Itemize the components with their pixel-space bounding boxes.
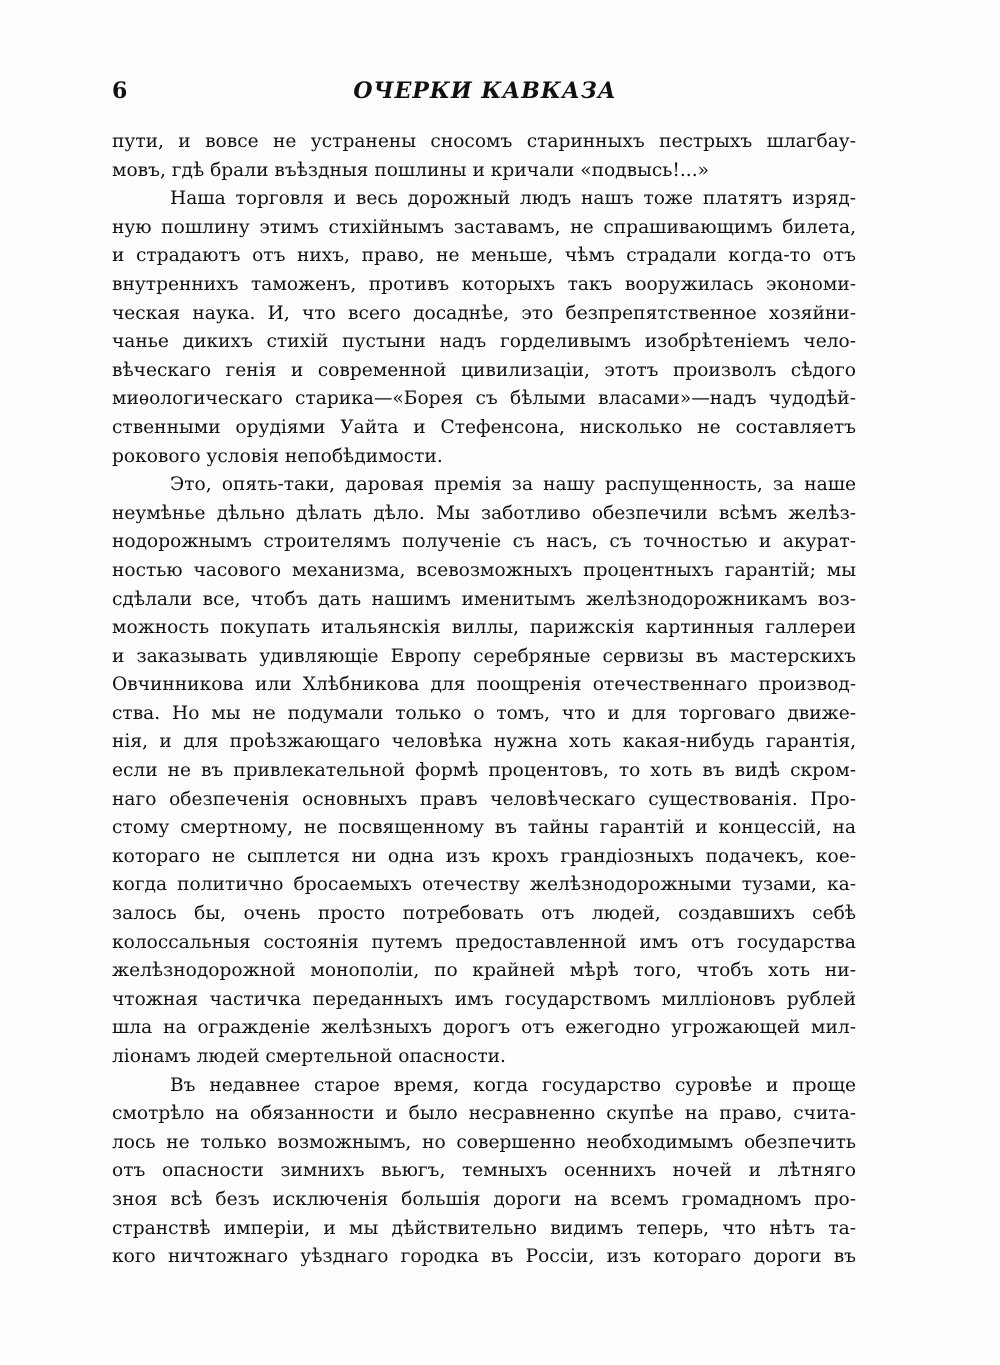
page-number: 6 bbox=[112, 78, 128, 104]
text-line: и страдаютъ отъ нихъ, право, не меньше, чѣмъ страдали когда-то отъ bbox=[112, 245, 856, 267]
text-line: кого ничтожнаго уѣзднаго городка въ Россіи, изъ котораго дороги въ bbox=[112, 1246, 856, 1268]
text-line: смотрѣло на обязанности и было несравненно скупѣе на право, счита- bbox=[112, 1103, 856, 1125]
text-line: рокового условія непобѣдимости. bbox=[112, 445, 443, 467]
text-line: колоссальныя состоянія путемъ предоставленной имъ отъ государства bbox=[112, 931, 856, 953]
text-line: ліонамъ людей смертельной опасности. bbox=[112, 1046, 506, 1067]
text-line: сдѣлали все, чтобъ дать нашимъ именитымъ желѣзнодорожникамъ воз- bbox=[112, 588, 856, 610]
running-title: ОЧЕРКИ КАВКАЗА bbox=[353, 78, 617, 104]
text-line: ческая наука. И, что всего досаднѣе, это безпрепятственное хозяйни- bbox=[112, 302, 856, 324]
text-line: нія, и для проѣзжающаго человѣка нужна хоть какая-нибудь гарантія, bbox=[112, 731, 856, 753]
text-line: шла на огражденіе желѣзныхъ дорогъ отъ ежегодно угрожающей мил- bbox=[112, 1017, 856, 1039]
text-line: ную пошлину этимъ стихійнымъ заставамъ, не спрашивающимъ билета, bbox=[112, 216, 856, 238]
text-line: ства. Но мы не подумали только о томъ, что и для торговаго движе- bbox=[112, 702, 856, 724]
text-line: странствѣ имперіи, и мы дѣйствительно видимъ теперь, что нѣтъ та- bbox=[112, 1217, 856, 1239]
text-line: чтожная частичка переданныхъ имъ государствомъ милліоновъ рублей bbox=[112, 988, 856, 1010]
text-line: можность покупать итальянскія виллы, парижскія картинныя галлереи bbox=[112, 617, 856, 639]
text-line: зноя всѣ безъ исключенія большія дороги на всемъ громадномъ про- bbox=[112, 1188, 856, 1210]
text-line: Овчинникова или Хлѣбникова для поощренія отечественнаго производ- bbox=[112, 674, 856, 696]
text-line: ственными орудіями Уайта и Стефенсона, нисколько не составляетъ bbox=[112, 416, 856, 438]
text-line: стому смертному, не посвященному въ тайны гарантій и концессій, на bbox=[112, 817, 856, 839]
text-line: залось бы, очень просто потребовать отъ людей, создавшихъ себѣ bbox=[112, 903, 856, 925]
text-line: Наша торговля и весь дорожный людъ нашъ тоже платятъ изряд- bbox=[170, 188, 856, 210]
text-line: миѳологическаго старика—«Борея съ бѣлыми власами»—надъ чудодѣй- bbox=[112, 388, 856, 410]
paragraph bbox=[112, 1072, 856, 1272]
text-line: и заказывать удивляющіе Европу серебряные сервизы въ мастерскихъ bbox=[112, 645, 856, 667]
text-line: желѣзнодорожной монополіи, по крайней мѣрѣ того, чтобъ хоть ни- bbox=[112, 960, 856, 982]
body-text bbox=[112, 128, 856, 1272]
text-line: неумѣнье дѣльно дѣлать дѣло. Мы заботливо обезпечили всѣмъ желѣз- bbox=[112, 502, 856, 524]
paragraph bbox=[112, 471, 856, 1071]
text-line: наго обезпеченія основныхъ правъ человѣческаго существованія. Про- bbox=[112, 788, 856, 810]
text-line: Въ недавнее старое время, когда государство суровѣе и проще bbox=[170, 1074, 856, 1096]
text-line: когда политично бросаемыхъ отечеству желѣзнодорожными тузами, ка- bbox=[112, 874, 856, 896]
text-line: мовъ, гдѣ брали въѣздныя пошлины и кричали «подвысь!...» bbox=[112, 159, 710, 181]
text-line: чанье дикихъ стихій пустыни надъ горделивымъ изобрѣтеніемъ чело- bbox=[112, 331, 856, 353]
page-header bbox=[112, 78, 858, 118]
paragraph bbox=[112, 128, 856, 185]
text-line: лось не только возможнымъ, но совершенно необходимымъ обезпечить bbox=[112, 1131, 856, 1153]
text-line: ностью часового механизма, всевозможныхъ процентныхъ гарантій; мы bbox=[112, 559, 856, 581]
text-line: отъ опасности зимнихъ вьюгъ, темныхъ осеннихъ ночей и лѣтняго bbox=[112, 1160, 856, 1182]
text-line: Это, опять-таки, даровая премія за нашу распущенность, за наше bbox=[170, 474, 856, 496]
text-line: внутреннихъ таможенъ, противъ которыхъ такъ вооружилась экономи- bbox=[112, 273, 856, 295]
text-line: котораго не сыплется ни одна изъ крохъ грандіозныхъ подачекъ, кое- bbox=[112, 845, 856, 867]
paragraph bbox=[112, 185, 856, 471]
text-line: нодорожнымъ строителямъ полученіе съ насъ, съ точностью и акурат- bbox=[112, 531, 856, 553]
text-line: вѣческаго генія и современной цивилизаціи, этотъ произволъ сѣдого bbox=[112, 359, 856, 381]
text-line: если не въ привлекательной формѣ процентовъ, то хоть въ видѣ скром- bbox=[112, 760, 856, 782]
text-line: пути, и вовсе не устранены сносомъ старинныхъ пестрыхъ шлагбау- bbox=[112, 131, 856, 152]
